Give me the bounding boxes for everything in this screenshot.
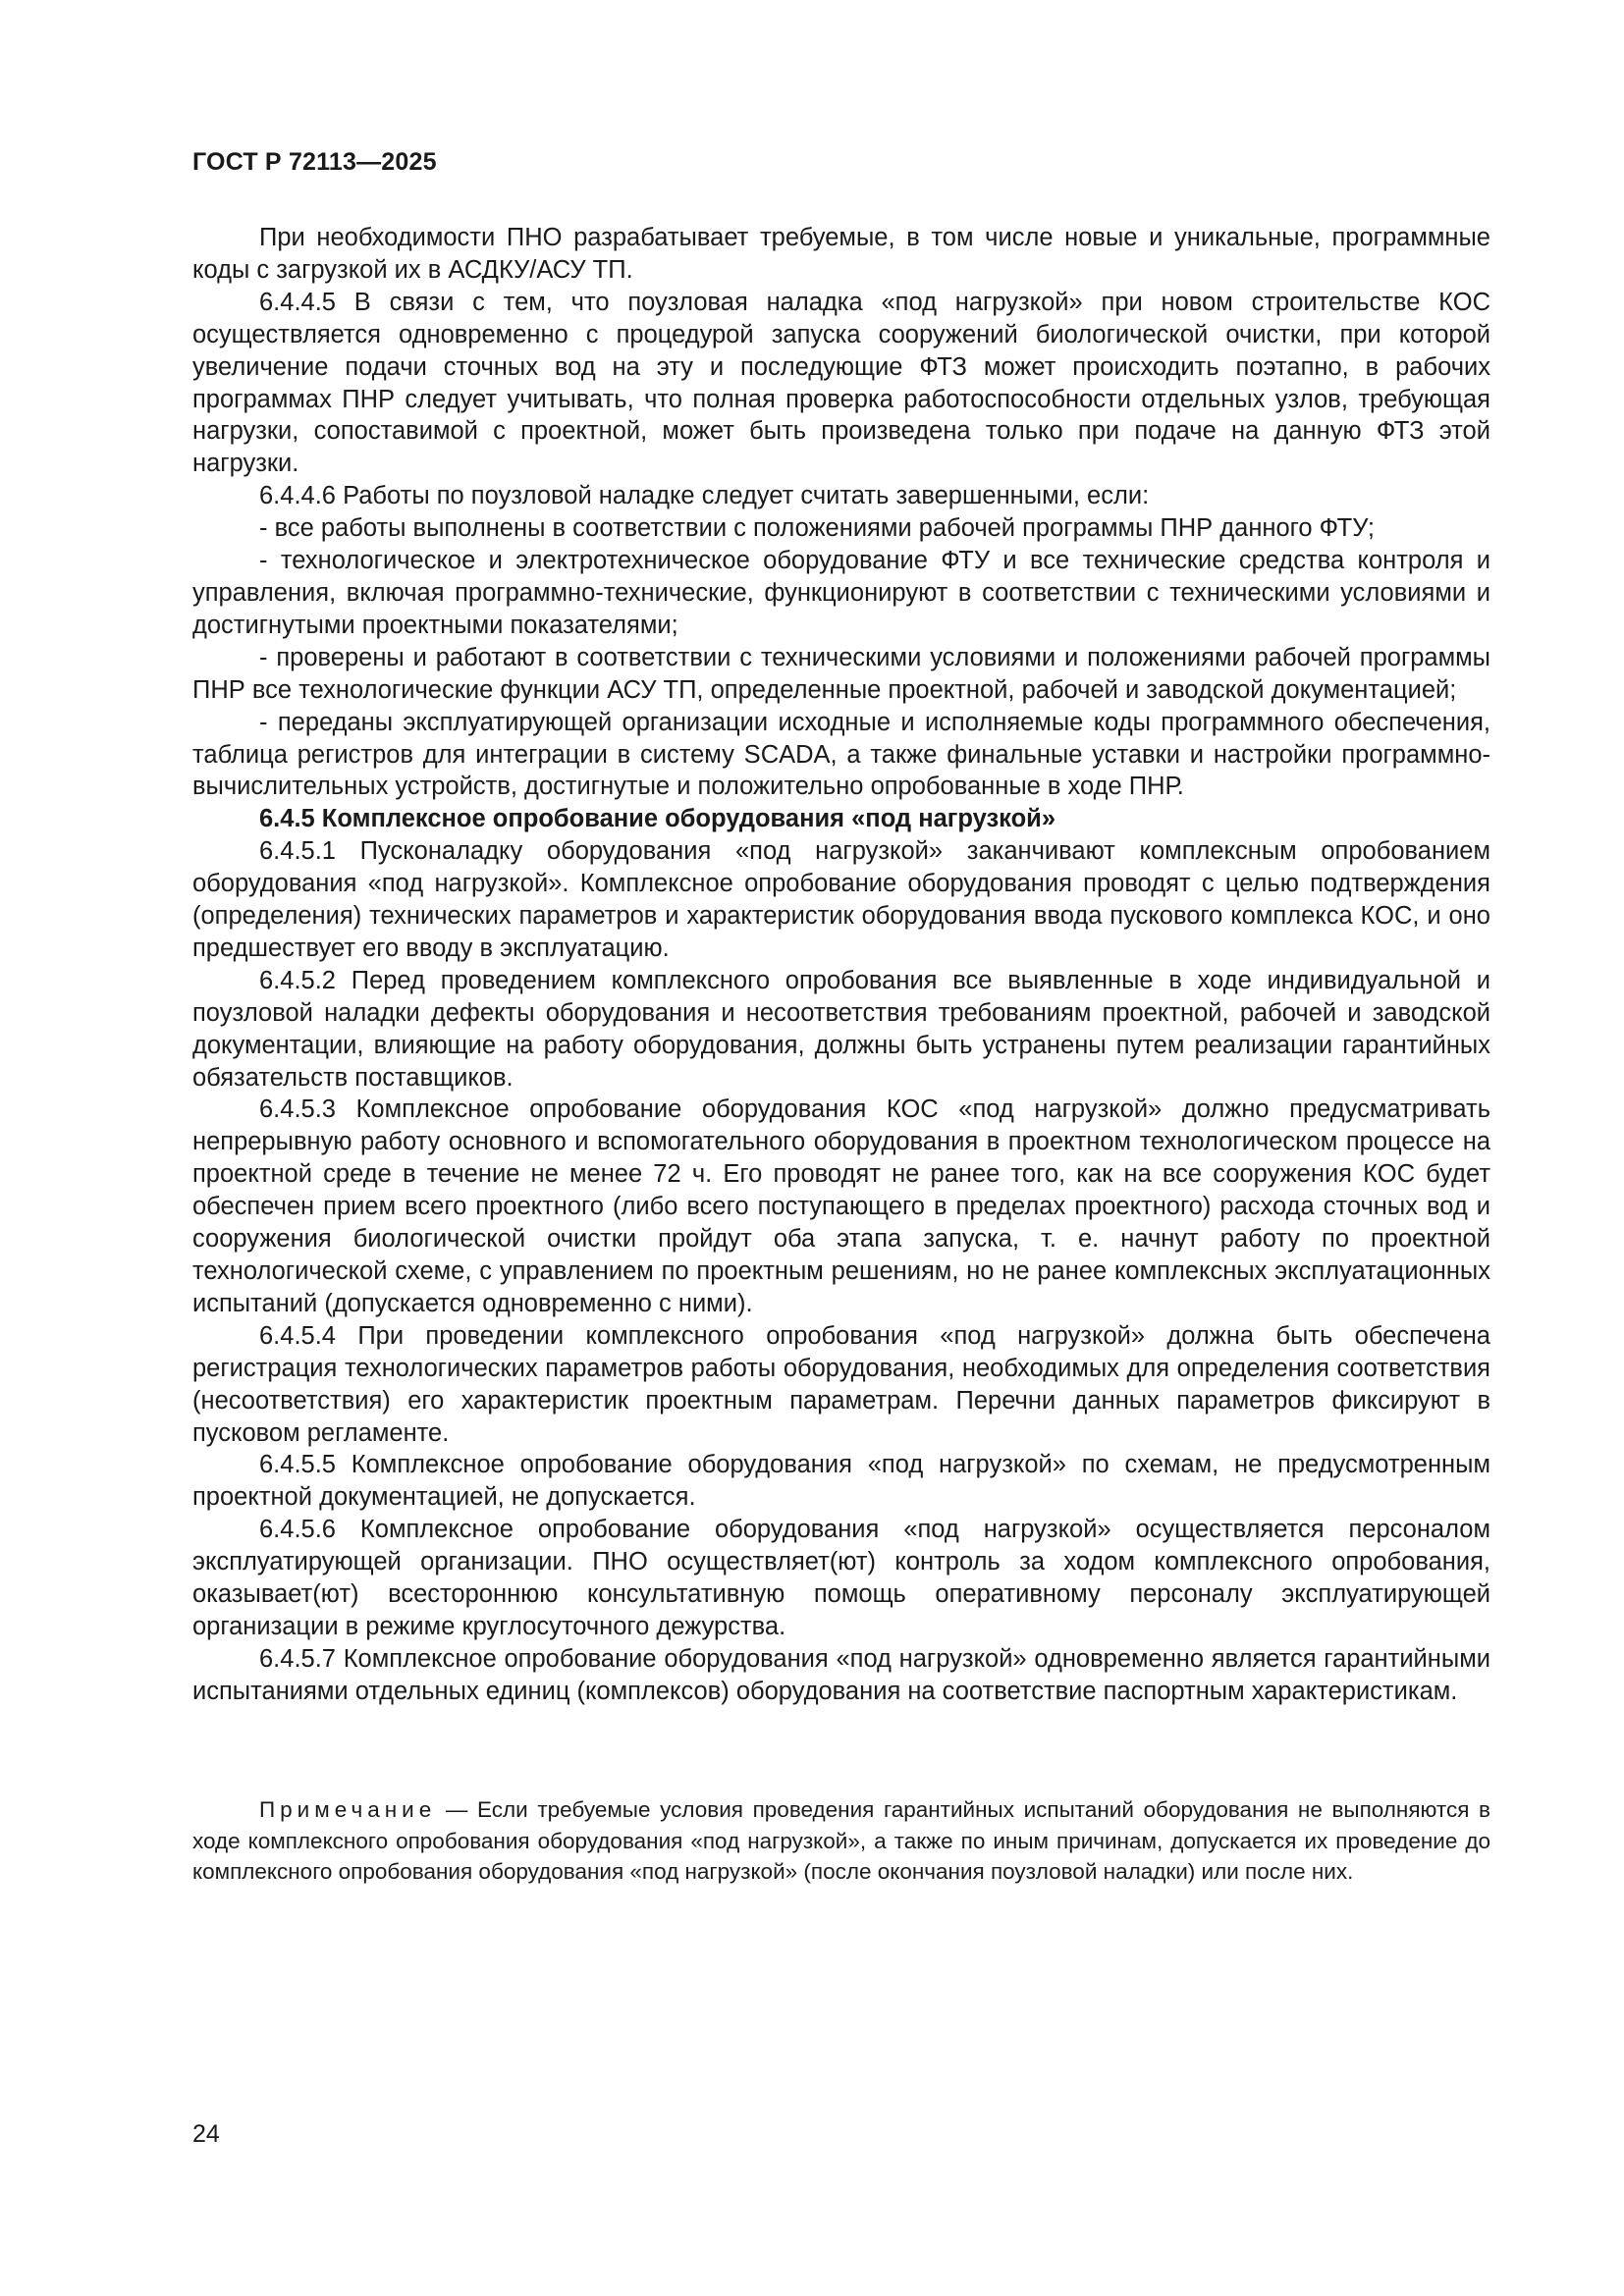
paragraph-6-4-5-2: 6.4.5.2 Перед проведением комплексного опробования все выявленные в ходе индивидуальной и поузловой наладки дефекты оборудования и несоответствия требованиям проектной, рабочей и заводской документации, влияющие на работу оборудования, должны быть устранены путем реализации гарантийных обязательств поставщиков.: [192, 966, 1490, 1092]
note-label: Примечание: [259, 1797, 437, 1822]
paragraph-6-4-4-6: 6.4.4.6 Работы по поузловой наладке следует считать завершенными, если:: [259, 482, 1150, 510]
note-block: [192, 1794, 1490, 1888]
paragraph-6-4-5-6: 6.4.5.6 Комплексное опробование оборудования «под нагрузкой» осуществляется персоналом эксплуатирующей организации. ПНО осуществляет(ют) контроль за ходом комплексного опробования, оказывает(ют) всестороннюю консультативную помощь оперативному персоналу эксплуатирующей организации в режиме круглосуточного дежурства.: [192, 1516, 1490, 1640]
list-item-works-completed: - все работы выполнены в соответствии с положениями рабочей программы ПНР данного ФТУ;: [259, 514, 1375, 543]
paragraph-6-4-5-4: 6.4.5.4 При проведении комплексного опробования «под нагрузкой» должна быть обеспечена регистрация технологических параметров работы оборудования, необходимых для определения соответствия (несоответствия) его характеристик проектным параметрам. Перечни данных параметров фиксируют в пусковом регламенте.: [192, 1321, 1490, 1447]
paragraph-program-codes: При необходимости ПНО разрабатывает требуемые, в том числе новые и уникальные, программные коды с загрузкой их в АСДКУ/АСУ ТП.: [192, 224, 1490, 284]
list-item-codes-transferred: - переданы эксплуатирующей организации исходные и исполняемые коды программного обеспечения, таблица регистров для интеграции в систему SCADA, а также финальные уставки и настройки программно-вычислительных устройств, достигнутые и положительно опробованные в ходе ПНР.: [192, 708, 1490, 801]
note-paragraph: [192, 1794, 1490, 1888]
standard-header: ГОСТ Р 72113—2025: [192, 148, 437, 176]
document-body: [192, 222, 1490, 1708]
note-text: — Если требуемые условия проведения гарантийных испытаний оборудования не выполняются в ходе комплексного опробования оборудования «под нагрузкой», а также по иным причинам, допускается их проведение до комплексного опробования оборудования «под нагрузкой» (после окончания поузловой наладки) или после них.: [192, 1797, 1490, 1884]
paragraph-6-4-4-5: 6.4.4.5 В связи с тем, что поузловая наладка «под нагрузкой» при новом строительстве КОС осуществляется одновременно с процедурой запуска сооружений биологической очистки, при которой увеличение подачи сточных вод на эту и последующие ФТЗ может происходить поэтапно, в рабочих программах ПНР следует учитывать, что полная проверка работоспособности отдельных узлов, требующая нагрузки, сопоставимой с проектной, может быть произведена только при подаче на данную ФТЗ этой нагрузки.: [192, 288, 1490, 478]
paragraph-6-4-5-7: 6.4.5.7 Комплексное опробование оборудования «под нагрузкой» одновременно является гарантийными испытаниями отдельных единиц (комплексов) оборудования на соответствие паспортным характеристикам.: [192, 1644, 1490, 1705]
section-heading-6-4-5: 6.4.5 Комплексное опробование оборудования «под нагрузкой»: [259, 805, 1056, 833]
paragraph-6-4-5-3: 6.4.5.3 Комплексное опробование оборудования КОС «под нагрузкой» должно предусматривать непрерывную работу основного и вспомогательного оборудования в проектном технологическом процессе на проектной среде в течение не менее 72 ч. Его проводят не ранее того, как на все сооружения КОС будет обеспечен прием всего проектного (либо всего поступающего в пределах проектного) расхода сточных вод и сооружения биологической очистки пройдут оба этапа запуска, т. е. начнут работу по проектной технологической схеме, с управлением по проектным решениям, но не ранее комплексных эксплуатационных испытаний (допускается одновременно с ними).: [192, 1095, 1490, 1317]
list-item-equipment-functioning: - технологическое и электротехническое оборудование ФТУ и все технические средства контроля и управления, включая программно-технические, функционируют в соответствии с техническими условиями и достигнутыми проектными показателями;: [192, 547, 1490, 639]
paragraph-6-4-5-5: 6.4.5.5 Комплексное опробование оборудования «под нагрузкой» по схемам, не предусмотренным проектной документацией, не допускается.: [192, 1451, 1490, 1512]
list-item-asu-tp-functions: - проверены и работают в соответствии с техническими условиями и положениями рабочей программы ПНР все технологические функции АСУ ТП, определенные проектной, рабочей и заводской документацией;: [192, 643, 1490, 704]
paragraph-6-4-5-1: 6.4.5.1 Пусконаладку оборудования «под нагрузкой» заканчивают комплексным опробованием оборудования «под нагрузкой». Комплексное опробование оборудования проводят с целью подтверждения (определения) технических параметров и характеристик оборудования ввода пускового комплекса КОС, и оно предшествует его вводу в эксплуатацию.: [192, 837, 1490, 962]
page-number: 24: [192, 2120, 220, 2148]
